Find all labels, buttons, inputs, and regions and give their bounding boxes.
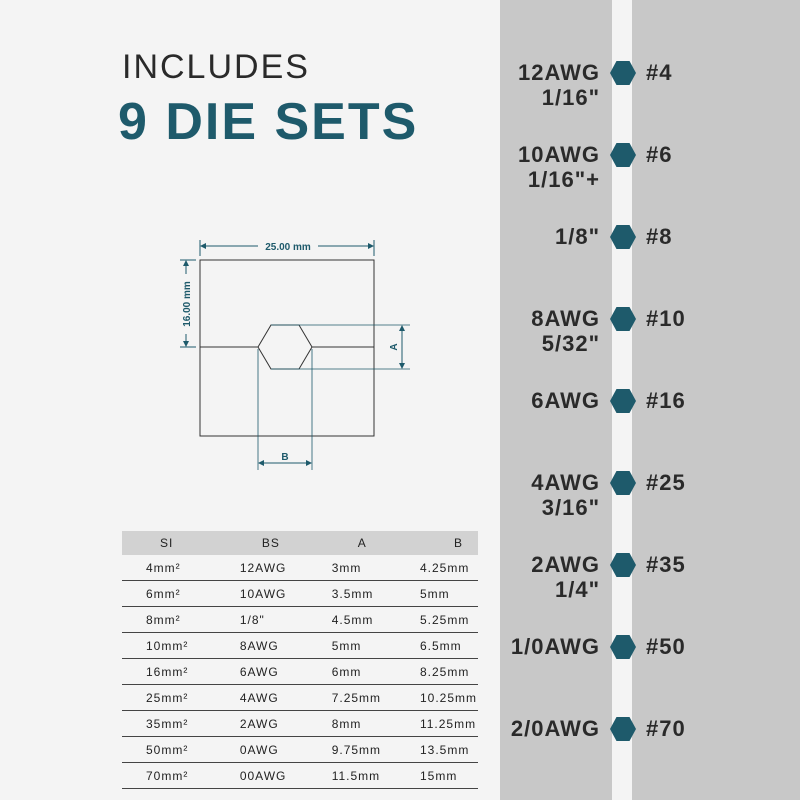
table-row (122, 607, 478, 633)
hexagon-icon (610, 225, 636, 249)
header-a: A (328, 531, 416, 555)
a-dimension-label: A (389, 343, 400, 351)
cell-bs: 8AWG (230, 633, 328, 659)
cell-a: 6mm (328, 659, 416, 685)
cell-b: 5.25mm (416, 607, 478, 633)
cell-bs: 12AWG (230, 555, 328, 581)
table-header-row (122, 531, 478, 555)
die-size: 10AWG 1/16"+ (517, 142, 600, 192)
die-size: 2/0AWG (510, 716, 600, 741)
width-dimension-label: 25.00 mm (265, 242, 311, 253)
heading-includes: INCLUDES (122, 48, 310, 86)
die-size: 1/8" (554, 224, 600, 249)
header-b: B (416, 531, 478, 555)
cell-bs: 0AWG (230, 737, 328, 763)
die-number: #8 (646, 224, 673, 249)
table-row (122, 711, 478, 737)
cell-si: 4mm² (122, 555, 230, 581)
cell-b: 13.5mm (416, 737, 478, 763)
die-number: #6 (646, 142, 673, 167)
die-number: #50 (646, 634, 686, 659)
heading-die-sets: 9 DIE SETS (118, 93, 419, 151)
die-number: #35 (646, 552, 686, 577)
hexagon-icon (610, 307, 636, 331)
cell-si: 35mm² (122, 711, 230, 737)
hexagon-icon (610, 389, 636, 413)
cell-a: 7.25mm (328, 685, 416, 711)
cell-bs: 10AWG (230, 581, 328, 607)
table-row (122, 685, 478, 711)
die-number: #16 (646, 388, 686, 413)
cell-si: 10mm² (122, 633, 230, 659)
cell-si: 16mm² (122, 659, 230, 685)
die-dimension-diagram (170, 230, 430, 480)
cell-a: 8mm (328, 711, 416, 737)
hexagon-icon (610, 61, 636, 85)
cell-si: 70mm² (122, 763, 230, 789)
cell-b: 4.25mm (416, 555, 478, 581)
cell-a: 4.5mm (328, 607, 416, 633)
die-number: #10 (646, 306, 686, 331)
hexagon-icon (610, 635, 636, 659)
cell-bs: 00AWG (230, 763, 328, 789)
hexagon-icon (610, 143, 636, 167)
table-row (122, 555, 478, 581)
cell-bs: 6AWG (230, 659, 328, 685)
height-dimension-label: 16.00 mm (182, 281, 193, 327)
die-number: #25 (646, 470, 686, 495)
cell-b: 10.25mm (416, 685, 478, 711)
table-row (122, 659, 478, 685)
die-size: 8AWG 5/32" (531, 306, 600, 356)
header-bs: BS (230, 531, 328, 555)
table-row (122, 633, 478, 659)
table-row (122, 737, 478, 763)
die-spec-table (122, 531, 478, 789)
die-number: #70 (646, 716, 686, 741)
cell-bs: 2AWG (230, 711, 328, 737)
cell-b: 6.5mm (416, 633, 478, 659)
b-dimension-label: B (281, 452, 289, 463)
die-number: #4 (646, 60, 673, 85)
cell-a: 11.5mm (328, 763, 416, 789)
cell-si: 50mm² (122, 737, 230, 763)
cell-b: 11.25mm (416, 711, 478, 737)
cell-a: 3.5mm (328, 581, 416, 607)
cell-b: 5mm (416, 581, 478, 607)
die-size: 1/0AWG (510, 634, 600, 659)
cell-si: 25mm² (122, 685, 230, 711)
cell-a: 3mm (328, 555, 416, 581)
hexagon-icon (610, 717, 636, 741)
table-row (122, 581, 478, 607)
hexagon-icon (610, 471, 636, 495)
die-size: 12AWG 1/16" (517, 60, 600, 110)
table-row (122, 763, 478, 789)
cell-bs: 1/8" (230, 607, 328, 633)
cell-a: 5mm (328, 633, 416, 659)
cell-si: 8mm² (122, 607, 230, 633)
cell-si: 6mm² (122, 581, 230, 607)
cell-b: 8.25mm (416, 659, 478, 685)
cell-b: 15mm (416, 763, 478, 789)
die-size: 2AWG 1/4" (531, 552, 600, 602)
die-size: 6AWG (531, 388, 600, 413)
cell-a: 9.75mm (328, 737, 416, 763)
die-size: 4AWG 3/16" (531, 470, 600, 520)
header-si: SI (122, 531, 230, 555)
cell-bs: 4AWG (230, 685, 328, 711)
hexagon-icon (610, 553, 636, 577)
